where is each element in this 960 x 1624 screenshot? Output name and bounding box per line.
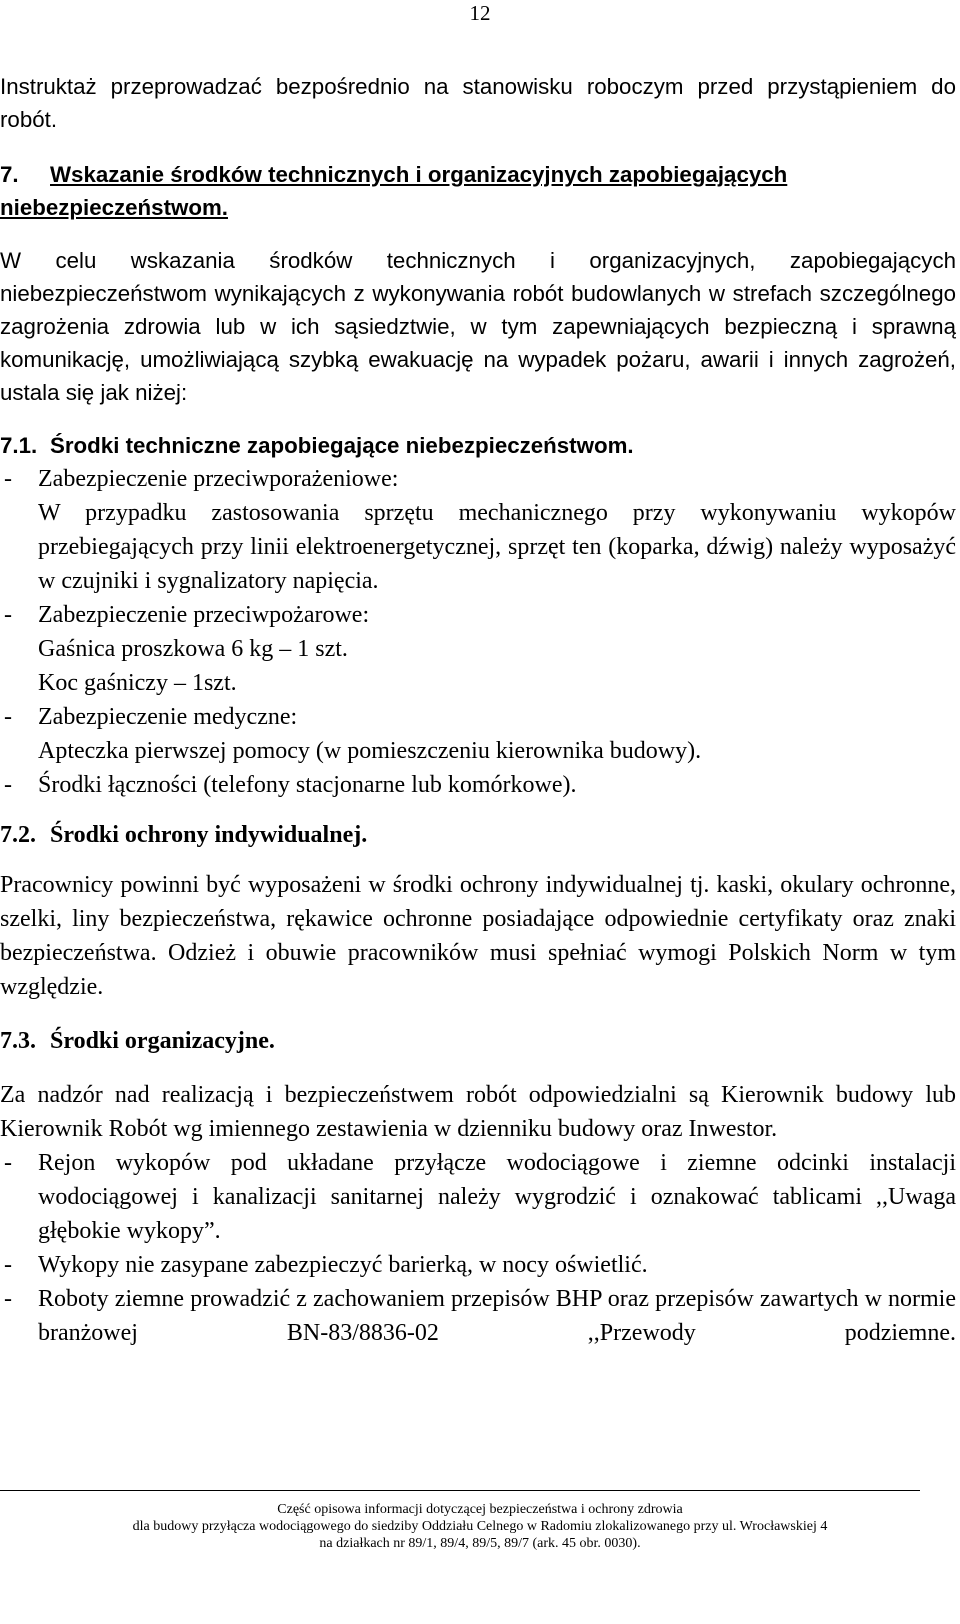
list-item-text: Wykopy nie zasypane zabezpieczyć barierką, w nocy oświetlić.: [38, 1252, 648, 1278]
document-body: [0, 70, 956, 1350]
section-7-3-paragraph: Za nadzór nad realizacją i bezpieczeństwem robót odpowiedzialni są Kierownik budowy lub Kierownik Robót wg imiennego zestawienia w dzienniku budowy oraz Inwestor.: [0, 1082, 956, 1142]
list-item-fire: [0, 598, 956, 700]
list-dash: -: [4, 466, 12, 492]
list-dash: -: [4, 1150, 12, 1176]
section-7-3-heading: [0, 1024, 956, 1058]
list-item-text: Apteczka pierwszej pomocy (w pomieszczeniu kierownika budowy).: [38, 738, 702, 764]
list-item-text: W przypadku zastosowania sprzętu mechanicznego przy wykonywaniu wykopów przebiegających przy linii elektroenergetycznej, sprzęt ten (koparka, dźwig) należy wyposażyć w czujniki i sygnalizatory napięcia.: [38, 500, 956, 594]
section-7-2-number: 7.2.: [0, 822, 36, 848]
list-dash: -: [4, 704, 12, 730]
section-7-number: 7.: [0, 162, 19, 187]
section-7-1-title: Środki techniczne zapobiegające niebezpieczeństwom.: [50, 433, 634, 458]
list-item-text: Rejon wykopów pod układane przyłącze wodociągowe i ziemne odcinki instalacji wodociągowej i kanalizacji sanitarnej należy wygrodzić i oznakować tablicami ,,Uwaga głębokie wykopy”.: [38, 1150, 956, 1244]
list-item-electrical: [0, 462, 956, 598]
section-7-title: Wskazanie środków technicznych i organizacyjnych zapobiegających niebezpieczeństwom.: [0, 162, 788, 220]
section-7-3-title: Środki organizacyjne.: [50, 1028, 275, 1054]
list-item-text: Roboty ziemne prowadzić z zachowaniem przepisów BHP oraz przepisów zawartych w normie branżowej BN-83/8836-02 ,,Przewody podziemne.: [38, 1286, 956, 1346]
list-item-medical: [0, 700, 956, 768]
footer-divider: [0, 1490, 920, 1491]
list-item-text: Środki łączności (telefony stacjonarne lub komórkowe).: [38, 772, 577, 798]
list-item-title: Zabezpieczenie przeciwporażeniowe:: [38, 466, 399, 492]
footer-line-3: na działkach nr 89/1, 89/4, 89/5, 89/7 (ark. 45 obr. 0030).: [319, 1536, 641, 1551]
list-item: [0, 1282, 956, 1350]
page-number: 12: [469, 1, 491, 25]
list-item-title: Zabezpieczenie medyczne:: [38, 704, 298, 730]
list-item-text: Gaśnica proszkowa 6 kg – 1 szt.: [38, 636, 348, 662]
list-item-communication: [0, 768, 956, 802]
page-footer: [0, 1490, 960, 1552]
list-dash: -: [4, 1286, 12, 1312]
footer-line-1: Część opisowa informacji dotyczącej bezpieczeństwa i ochrony zdrowia: [277, 1502, 683, 1517]
list-item: [0, 1146, 956, 1248]
section-7-heading: [0, 158, 956, 224]
list-item-text: Koc gaśniczy – 1szt.: [38, 670, 237, 696]
section-7-2-heading: [0, 818, 956, 852]
section-7-1-list: [0, 462, 956, 802]
section-7-2-title: Środki ochrony indywidualnej.: [50, 822, 368, 848]
footer-line-2: dla budowy przyłącza wodociągowego do siedziby Oddziału Celnego w Radomiu zlokalizowanego przy ul. Wrocławskiej 4: [132, 1519, 828, 1534]
list-dash: -: [4, 602, 12, 628]
section-7-paragraph: W celu wskazania środków technicznych i organizacyjnych, zapobiegających niebezpieczeństwom wynikających z wykonywania robót budowlanych w strefach szczególnego zagrożenia zdrowia lub w ich sąsiedztwie, w tym zapewniających bezpieczną i sprawną komunikację, umożliwiającą szybką ewakuację na wypadek pożaru, awarii i innych zagrożeń, ustala się jak niżej:: [0, 248, 956, 405]
list-dash: -: [4, 1252, 12, 1278]
section-7-1-heading: [0, 429, 956, 462]
intro-paragraph: Instruktaż przeprowadzać bezpośrednio na stanowisku roboczym przed przystąpieniem do robót.: [0, 74, 956, 132]
section-7-1-number: 7.1.: [0, 433, 38, 458]
list-item: [0, 1248, 956, 1282]
section-7-3-number: 7.3.: [0, 1028, 36, 1054]
list-dash: -: [4, 772, 12, 798]
list-item-title: Zabezpieczenie przeciwpożarowe:: [38, 602, 370, 628]
section-7-2-paragraph: Pracownicy powinni być wyposażeni w środki ochrony indywidualnej tj. kaski, okulary ochronne, szelki, liny bezpieczeństwa, rękawice ochronne posiadające odpowiednie certyfikaty oraz znaki bezpieczeństwa. Odzież i obuwie pracowników musi spełniać wymogi Polskich Norm w tym względzie.: [0, 872, 956, 1000]
section-7-3-list: [0, 1146, 956, 1350]
